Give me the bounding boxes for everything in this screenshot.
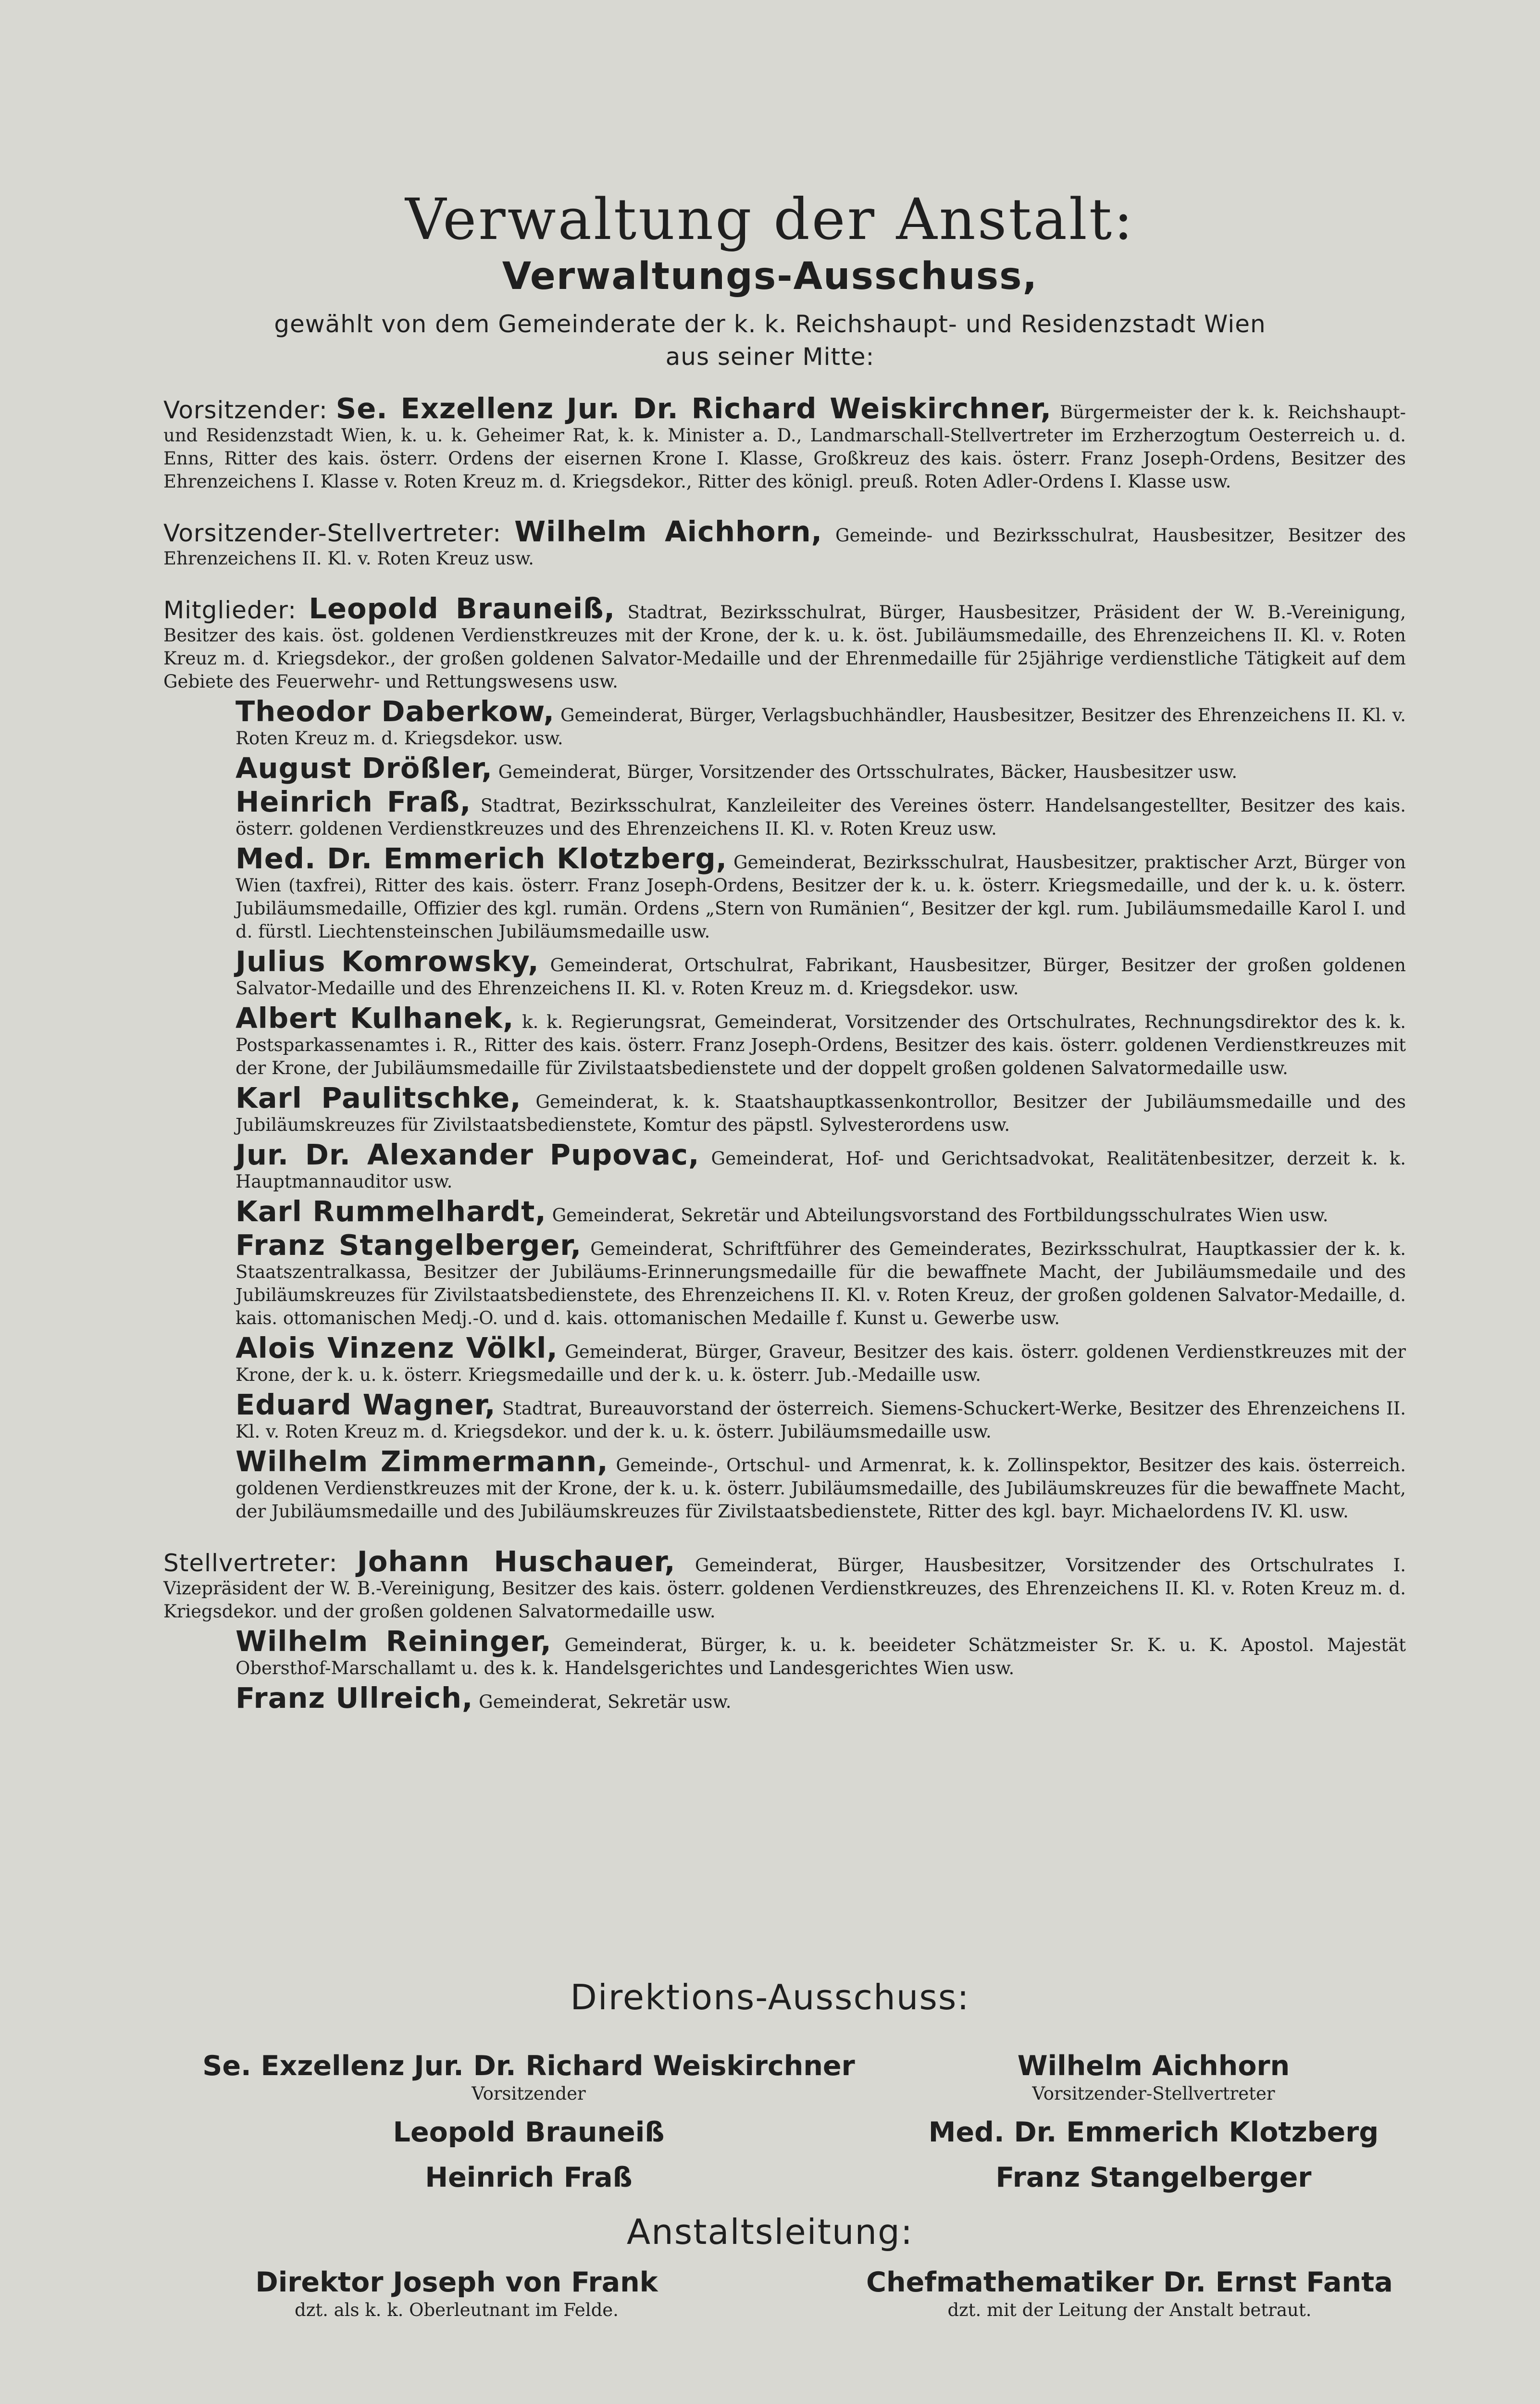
person-name: Wilhelm Reininger,	[236, 1625, 552, 1658]
person-description: Bürgermeister der k. k. Reichshaupt- und Residenzstadt Wien, k. u. k. Geheimer Rat, k. k. Minister a. D., Landmarschall-Stellvertreter im Erzherzogtum Oesterreich u. d. Enns, Ritter des kais. österr. Ordens der eisernen Krone I. Klasse, Großkreuz des kais. österr. Franz Joseph-Ordens, Besitzer des Ehrenzeichens I. Klasse v. Roten Kreuz m. d. Kriegsdekor., Ritter des königl. preuß. Roten Adler-Ordens I. Klasse usw.	[163, 402, 1406, 492]
intro-line-2: aus seiner Mitte:	[665, 343, 875, 371]
person-description: Gemeinde-, Ortschul- und Armenrat, k. k. Zollinspektor, Besitzer des kais. österreich. goldenen Verdienstkreuzes mit der Krone, der k. u. k. österr. Jubiläumsmedaille, des Jubiläumskreuzes für die bewaffnete Macht, der Jubiläumsmedaille und des Jubiläumskreuzes für Zivilstaatsbedienstete, Ritter des kgl. bayr. Michaelordens IV. Kl. usw.	[236, 1455, 1406, 1522]
person-name: August Drößler,	[236, 751, 493, 785]
person-description: Gemeinderat, k. k. Staatshauptkassenkontrollor, Besitzer der Jubiläumsmedaille und des Jubiläumskreuzes für Zivilstaatsbedienstete, Komtur des päpstl. Sylvesterordens usw.	[236, 1091, 1406, 1135]
member-entry	[163, 1445, 1406, 1523]
person-name: Se. Exzellenz Jur. Dr. Richard Weiskirchner	[202, 2050, 855, 2082]
person-name: Heinrich Fraß	[425, 2162, 633, 2193]
direktion-right-2	[889, 2116, 1418, 2149]
person-description: Stadtrat, Bezirksschulrat, Kanzleileiter des Vereines österr. Handelsangestellter, Besitzer des kais. österr. goldenen Verdienstkreuzes und des Ehrenzeichens II. Kl. v. Roten Kreuz usw.	[236, 795, 1406, 839]
member-entry	[163, 785, 1406, 840]
direktion-left-2	[240, 2116, 817, 2149]
person-description: Gemeinderat, Bürger, k. u. k. beeideter Schätzmeister Sr. K. u. K. Apostol. Majestät Obersthof-Marschallamt u. des k. k. Handelsgerichtes und Landesgerichtes Wien usw.	[236, 1635, 1406, 1678]
deputy-entry	[163, 1625, 1406, 1680]
leitung-right	[827, 2266, 1432, 2321]
person-description: Gemeinde- und Bezirksschulrat, Hausbesitzer, Besitzer des Ehrenzeichens II. Kl. v. Roten Kreuz usw.	[163, 525, 1406, 569]
person-description: Gemeinderat, Hof- und Gerichtsadvokat, Realitätenbesitzer, derzeit k. k. Hauptmannauditor usw.	[236, 1148, 1406, 1192]
chair-entry	[163, 392, 1406, 493]
committee-title: Verwaltungs-Ausschuss,	[502, 255, 1038, 298]
person-name: Julius Komrowsky,	[236, 945, 539, 978]
member-entry	[163, 592, 1406, 693]
role-label: Vorsitzender-Stellvertreter:	[163, 519, 502, 547]
person-name: Albert Kulhanek,	[236, 1002, 514, 1035]
person-name: Med. Dr. Emmerich Klotzberg	[928, 2116, 1379, 2148]
direktion-title: Direktions-Ausschuss:	[570, 1977, 970, 2017]
person-name: Jur. Dr. Alexander Pupovac,	[236, 1138, 700, 1171]
member-entry	[163, 1331, 1406, 1387]
direktion-right-3	[889, 2161, 1418, 2194]
person-name: Franz Stangelberger,	[236, 1228, 582, 1262]
intro-line-1: gewählt von dem Gemeinderate der k. k. Reichshaupt- und Residenzstadt Wien	[274, 310, 1266, 338]
person-role: Vorsitzender-Stellvertreter	[1032, 2083, 1275, 2104]
member-entry	[163, 1138, 1406, 1193]
person-name: Wilhelm Zimmermann,	[236, 1445, 609, 1478]
member-entry	[163, 945, 1406, 1000]
person-name: Wilhelm Aichhorn	[1017, 2050, 1290, 2082]
person-description: Gemeinderat, Sekretär usw.	[479, 1691, 732, 1712]
direktion-left-3	[240, 2161, 817, 2194]
person-name: Franz Ullreich,	[236, 1681, 473, 1715]
leitung-left	[163, 2266, 750, 2321]
person-name: Leopold Brauneiß	[393, 2116, 665, 2148]
person-description: k. k. Regierungsrat, Gemeinderat, Vorsitzender des Ortschulrates, Rechnungsdirektor des k. k. Postsparkassenamtes i. R., Ritter des kais. österr. Franz Joseph-Ordens, Besitzer des kais. österr. goldenen Verdienstkreuzes mit der Krone, der Jubiläumsmedaille für Zivilstaatsbedienstete und der doppelt großen goldenen Salvatormedaille usw.	[236, 1012, 1406, 1078]
deputy-entry	[163, 1681, 1406, 1715]
person-name: Franz Stangelberger	[995, 2162, 1312, 2193]
member-entry	[163, 695, 1406, 750]
person-description: Stadtrat, Bureauvorstand der österreich. Siemens-Schuckert-Werke, Besitzer des Ehrenzeichens II. Kl. v. Roten Kreuz m. d. Kriegsdekor. und der k. u. k. österr. Jubiläumsmedaille usw.	[236, 1398, 1406, 1442]
person-name: Leopold Brauneiß,	[309, 592, 615, 625]
person-description: Gemeinderat, Sekretär und Abteilungsvorstand des Fortbildungsschulrates Wien usw.	[552, 1205, 1329, 1226]
person-description: Gemeinderat, Bürger, Verlagsbuchhändler, Hausbesitzer, Besitzer des Ehrenzeichens II. Kl. v. Roten Kreuz m. d. Kriegsdekor. usw.	[236, 705, 1406, 749]
person-description: Gemeinderat, Bürger, Graveur, Besitzer des kais. österr. goldenen Verdienstkreuzes mit der Krone, der k. u. k. österr. Kriegsmedaille und der k. u. k. österr. Jub.-Medaille usw.	[236, 1341, 1406, 1385]
vice-chair-entry	[163, 515, 1406, 570]
role-label: Stellvertreter:	[163, 1549, 338, 1577]
member-entry	[163, 1228, 1406, 1330]
person-description: Gemeinderat, Bürger, Hausbesitzer, Vorsitzender des Ortschulrates I. Vizepräsident der W. B.-Vereinigung, Besitzer des kais. österr. goldenen Verdienstkreuzes, des Ehrenzeichens II. Kl. v. Roten Kreuz m. d. Kriegsdekor. und der großen goldenen Salvatormedaille usw.	[163, 1555, 1406, 1622]
person-name: Heinrich Fraß,	[236, 785, 472, 818]
role-label: Mitglieder:	[163, 596, 297, 624]
person-description: Gemeinderat, Bezirksschulrat, Hausbesitzer, praktischer Arzt, Bürger von Wien (taxfrei), Ritter des kais. österr. Franz Joseph-Ordens, Besitzer der k. u. k. österr. Kriegsmedaille, und der k. u. k. österr. Jubiläumsmedaille, Offizier des kgl. rumän. Ordens „Stern von Rumänien“, Besitzer der kgl. rum. Jubiläumsmedaille Karol I. und d. fürstl. Liechtensteinschen Jubiläumsmedaille usw.	[236, 852, 1406, 942]
person-description: Gemeinderat, Ortschulrat, Fabrikant, Hausbesitzer, Bürger, Besitzer der großen goldenen Salvator-Medaille und des Ehrenzeichens II. Kl. v. Roten Kreuz m. d. Kriegsdekor. usw.	[236, 955, 1406, 999]
person-description: Gemeinderat, Bürger, Vorsitzender des Ortsschulrates, Bäcker, Hausbesitzer usw.	[498, 762, 1238, 782]
person-name: Eduard Wagner,	[236, 1388, 496, 1421]
person-name: Wilhelm Aichhorn,	[514, 515, 822, 548]
leitung-title: Anstaltsleitung:	[626, 2212, 914, 2252]
member-entry	[163, 1388, 1406, 1443]
person-name: Karl Paulitschke,	[236, 1081, 522, 1114]
member-entry	[163, 751, 1406, 785]
person-role: Vorsitzender	[472, 2083, 586, 2104]
role-label: Vorsitzender:	[163, 396, 328, 424]
page-title: Verwaltung der Anstalt:	[405, 186, 1135, 253]
person-name: Se. Exzellenz Jur. Dr. Richard Weiskirchner,	[335, 392, 1052, 425]
person-description: Gemeinderat, Schriftführer des Gemeinderates, Bezirksschulrat, Hauptkassier der k. k. Staatszentralkassa, Besitzer der Jubiläums-Erinnerungsmedaille für die bewaffnete Macht, der Jubiläumsmedaile und des Jubiläumskreuzes für Zivilstaatsbedienstete, des Ehrenzeichens II. Kl. v. Roten Kreuz, der großen goldenen Salvator-Medaille, d. kais. ottomanischen Medj.-O. und d. kais. ottomanischen Medaille f. Kunst u. Gewerbe usw.	[236, 1239, 1406, 1328]
deputy-entry	[163, 1545, 1406, 1623]
member-entry	[163, 842, 1406, 943]
person-name: Karl Rummelhardt,	[236, 1195, 546, 1228]
direktion-left-1	[144, 2049, 913, 2105]
person-name: Chefmathematiker Dr. Ernst Fanta	[866, 2266, 1393, 2298]
person-name: Theodor Daberkow,	[236, 695, 555, 728]
person-description: Stadtrat, Bezirksschulrat, Bürger, Hausbesitzer, Präsident der W. B.-Vereinigung, Besitzer des kais. öst. goldenen Verdienstkreuzes mit der Krone, der k. u. k. öst. Jubiläumsmedaille, des Ehrenzeichens II. Kl. v. Roten Kreuz m. d. Kriegsdekor., der großen goldenen Salvator-Medaille und der Ehrenmedaille für 25jährige verdienstliche Tätigkeit auf dem Gebiete des Feuerwehr- und Rettungswesens usw.	[163, 602, 1406, 692]
member-entry	[163, 1195, 1406, 1228]
direktion-right-1	[889, 2049, 1418, 2105]
person-name: Direktor Joseph von Frank	[255, 2266, 658, 2298]
person-name: Med. Dr. Emmerich Klotzberg,	[236, 842, 728, 875]
committee-list	[163, 392, 1406, 1715]
person-name: Alois Vinzenz Völkl,	[236, 1331, 558, 1365]
member-entry	[163, 1002, 1406, 1080]
person-name: Johann Huschauer,	[357, 1545, 676, 1578]
person-note: dzt. mit der Leitung der Anstalt betraut.	[947, 2300, 1312, 2320]
person-note: dzt. als k. k. Oberleutnant im Felde.	[295, 2300, 619, 2320]
member-entry	[163, 1081, 1406, 1137]
